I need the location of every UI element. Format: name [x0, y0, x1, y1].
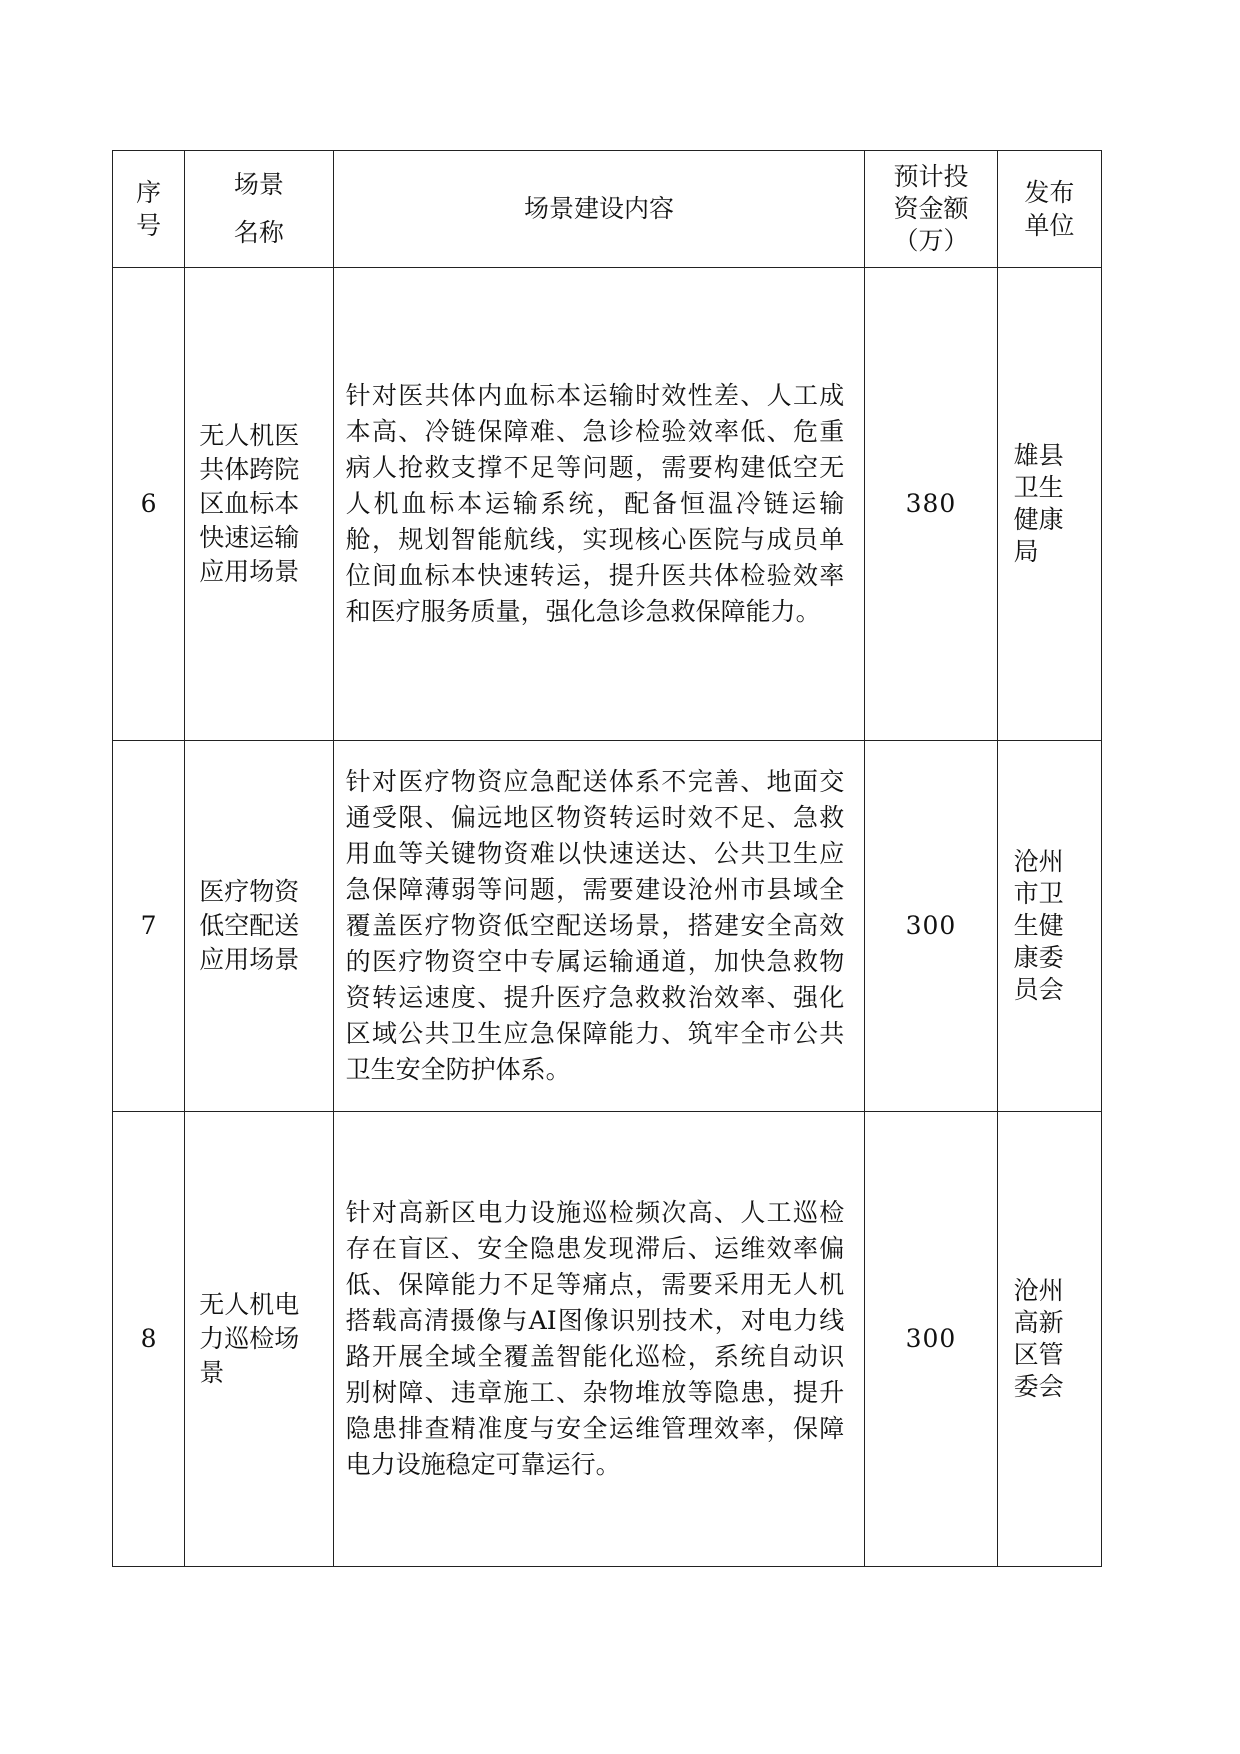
header-unit-line: 发布 [1024, 178, 1075, 207]
row-seq: 7 [113, 741, 185, 1112]
row-scene-name: 无人机医共体跨院区血标本快速运输应用场景 [185, 268, 333, 741]
row-unit: 沧州市卫生健康委员会 [1013, 847, 1064, 1004]
row-amount: 300 [865, 1112, 997, 1567]
row-unit-cell [997, 1112, 1101, 1567]
header-unit-line: 单位 [1024, 211, 1075, 240]
header-amount-line: 预计投 [893, 162, 969, 191]
row-scene-name: 医疗物资低空配送应用场景 [185, 741, 333, 1112]
row-scene-name: 无人机电力巡检场景 [185, 1112, 333, 1567]
row-amount: 380 [865, 268, 997, 741]
header-name-line: 场景 [233, 170, 284, 199]
row-content: 针对医共体内血标本运输时效性差、人工成本高、冷链保障难、急诊检验效率低、危重病人抢救支撑不足等问题，需要构建低空无人机血标本运输系统，配备恒温冷链运输舱，规划智能航线，实现核心医院与成员单位间血标本快速转运，提升医共体检验效率和医疗服务质量，强化急诊急救保障能力。 [333, 268, 865, 741]
row-content: 针对医疗物资应急配送体系不完善、地面交通受限、偏远地区物资转运时效不足、急救用血等关键物资难以快速送达、公共卫生应急保障薄弱等问题，需要建设沧州市县域全覆盖医疗物资低空配送场景，搭建安全高效的医疗物资空中专属运输通道，加快急救物资转运速度、提升医疗急救救治效率、强化区域公共卫生应急保障能力、筑牢全市公共卫生安全防护体系。 [333, 741, 865, 1112]
header-content-label: 场景建设内容 [523, 194, 674, 223]
row-amount: 300 [865, 741, 997, 1112]
row-content: 针对高新区电力设施巡检频次高、人工巡检存在盲区、安全隐患发现滞后、运维效率偏低、保障能力不足等痛点，需要采用无人机搭载高清摄像与AI图像识别技术，对电力线路开展全域全覆盖智能化巡检，系统自动识别树障、违章施工、杂物堆放等隐患，提升隐患排查精准度与安全运维管理效率，保障电力设施稳定可靠运行。 [333, 1112, 865, 1567]
table-row [113, 741, 1102, 1112]
header-name [185, 151, 333, 268]
scenario-table [112, 150, 1102, 1567]
header-unit [997, 151, 1101, 268]
row-seq: 8 [113, 1112, 185, 1567]
header-seq-line: 序 [136, 178, 162, 207]
table-header-row [113, 151, 1102, 268]
row-unit-cell [997, 268, 1101, 741]
header-content [333, 151, 865, 268]
header-amount [865, 151, 997, 268]
header-seq-line: 号 [136, 211, 162, 240]
document-page [112, 150, 1102, 1567]
header-amount-line: （万） [893, 226, 969, 255]
table-row [113, 1112, 1102, 1567]
header-seq [113, 151, 185, 268]
header-name-line: 名称 [233, 218, 284, 247]
row-seq: 6 [113, 268, 185, 741]
row-unit: 沧州高新区管委会 [1013, 1276, 1064, 1401]
row-unit-cell [997, 741, 1101, 1112]
header-amount-line: 资金额 [893, 194, 969, 223]
table-row [113, 268, 1102, 741]
row-unit: 雄县卫生健康局 [1013, 441, 1064, 566]
